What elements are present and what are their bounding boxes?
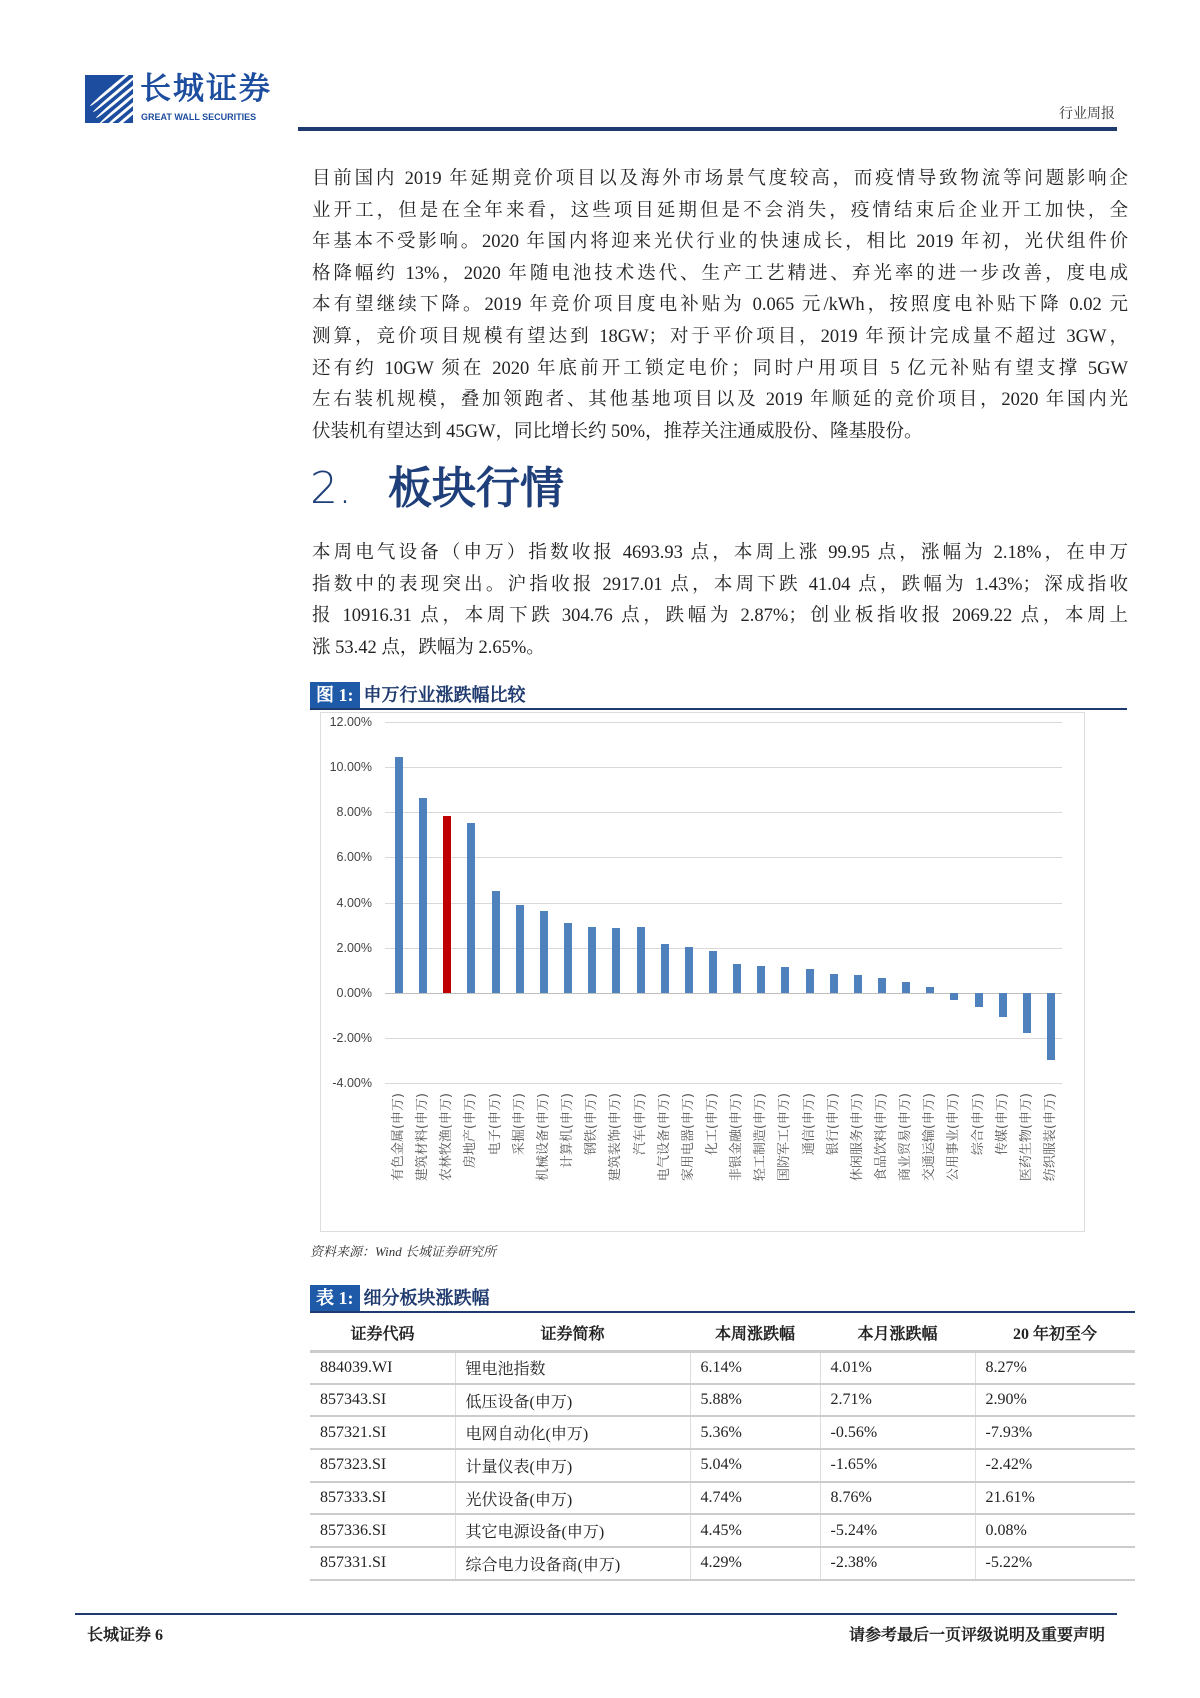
x-tick-label: 房地产(申万) — [463, 1093, 479, 1169]
bar — [854, 975, 862, 993]
bar — [878, 978, 886, 993]
figure-title: 申万行业涨跌幅比较 — [363, 685, 526, 705]
bar — [443, 816, 451, 993]
table-row — [310, 1416, 1135, 1449]
x-tick-label: 通信(申万) — [801, 1093, 817, 1156]
table-cell: -2.42% — [975, 1449, 1135, 1482]
gridline — [385, 903, 1062, 904]
bar — [999, 993, 1007, 1017]
paragraph-outlook — [312, 164, 1128, 448]
table-cell: 884039.WI — [310, 1351, 455, 1384]
table-cell: 857321.SI — [310, 1416, 455, 1449]
table-cell: 电网自动化(申万) — [455, 1416, 690, 1449]
text-line: 测算，竞价项目规模有望达到 18GW；对于平价项目，2019 年预计完成量不超过 3GW， — [312, 326, 1128, 347]
column-header: 证券简称 — [455, 1316, 690, 1351]
table-title: 细分板块涨跌幅 — [363, 1288, 490, 1308]
column-header: 20 年初至今 — [975, 1316, 1135, 1351]
y-tick-label: 4.00% — [336, 895, 372, 910]
bar — [612, 928, 620, 993]
text-line: 涨 53.42 点，跌幅为 2.65%。 — [312, 637, 545, 658]
y-tick-label: -4.00% — [332, 1076, 372, 1091]
column-header: 本周涨跌幅 — [690, 1316, 820, 1351]
bar — [395, 757, 403, 993]
bar — [588, 927, 596, 993]
table-cell: -7.93% — [975, 1416, 1135, 1449]
figure-source: 资料来源：Wind 长城证券研究所 — [310, 1244, 496, 1259]
table-label: 表 1: — [310, 1285, 360, 1311]
table-cell: 8.76% — [820, 1482, 975, 1515]
bar — [733, 964, 741, 993]
table-cell: 5.36% — [690, 1416, 820, 1449]
x-tick-label: 电气设备(申万) — [656, 1093, 672, 1182]
logo-subtext: GREAT WALL SECURITIES — [141, 112, 257, 122]
bar — [637, 927, 645, 993]
table-row — [310, 1482, 1135, 1515]
figure-caption — [310, 682, 1127, 710]
bar — [975, 993, 983, 1007]
bar — [830, 974, 838, 993]
y-tick-label: -2.00% — [332, 1031, 372, 1046]
x-tick-label: 化工(申万) — [704, 1093, 720, 1156]
gridline — [385, 993, 1062, 994]
text-line: 伏装机有望达到 45GW，同比增长约 50%，推荐关注通威股份、隆基股份。 — [312, 421, 923, 442]
bar — [685, 947, 693, 993]
report-type: 行业周报 — [1059, 107, 1115, 122]
table-cell: 2.71% — [820, 1384, 975, 1417]
table-cell: 21.61% — [975, 1482, 1135, 1515]
bar — [709, 951, 717, 993]
x-tick-label: 汽车(申万) — [632, 1093, 648, 1156]
y-tick-label: 10.00% — [329, 760, 372, 774]
text-line: 左右装机规模，叠加领跑者、其他基地项目以及 2019 年顺延的竞价项目，2020 年国内光 — [312, 390, 1128, 411]
table-row — [310, 1547, 1135, 1580]
bar — [492, 891, 500, 993]
table-row — [310, 1384, 1135, 1417]
table-cell: 综合电力设备商(申万) — [455, 1547, 690, 1580]
text-line: 年基本不受影响。2020 年国内将迎来光伏行业的快速成长，相比 2019 年初，光伏组件价 — [312, 232, 1128, 253]
x-tick-label: 商业贸易(申万) — [898, 1093, 914, 1182]
table-cell: 857343.SI — [310, 1384, 455, 1417]
x-tick-label: 医药生物(申万) — [1018, 1093, 1034, 1182]
x-tick-label: 纺织服装(申万) — [1043, 1093, 1059, 1182]
table-cell: -1.65% — [820, 1449, 975, 1482]
bar — [1023, 993, 1031, 1033]
x-tick-label: 农林牧渔(申万) — [439, 1093, 455, 1182]
table-cell: 6.14% — [690, 1351, 820, 1384]
x-tick-label: 国防军工(申万) — [777, 1093, 793, 1182]
bar — [902, 982, 910, 993]
x-tick-label: 公用事业(申万) — [946, 1093, 962, 1182]
bar — [806, 969, 814, 993]
logo-text: 长城证券 — [140, 71, 272, 107]
table-cell: 2.90% — [975, 1384, 1135, 1417]
bar — [926, 987, 934, 993]
table-header-row — [310, 1316, 1135, 1351]
x-tick-label: 休闲服务(申万) — [849, 1093, 865, 1182]
gridline — [385, 857, 1062, 858]
bar — [781, 967, 789, 993]
x-tick-label: 计算机(申万) — [560, 1093, 576, 1169]
table-cell: 857331.SI — [310, 1547, 455, 1580]
table-cell: 857336.SI — [310, 1514, 455, 1547]
y-tick-label: 2.00% — [336, 940, 372, 955]
text-line: 还有约 10GW 须在 2020 年底前开工锁定电价；同时户用项目 5 亿元补贴有望支撑 5GW — [312, 358, 1128, 379]
y-tick-label: 0.00% — [336, 986, 372, 1000]
x-tick-label: 建筑材料(申万) — [415, 1093, 431, 1182]
text-line: 本有望继续下降。2019 年竞价项目度电补贴为 0.065 元/kWh，按照度电补贴下降 0.02 元 — [312, 295, 1128, 316]
bar — [540, 911, 548, 993]
x-tick-label: 建筑装饰(申万) — [608, 1093, 624, 1182]
text-line: 指数中的表现突出。沪指收报 2917.01 点，本周下跌 41.04 点，跌幅为 1.43%；深成指收 — [312, 574, 1128, 595]
bar — [419, 798, 427, 993]
table-cell: 857323.SI — [310, 1449, 455, 1482]
gridline — [385, 767, 1062, 768]
table-cell: -2.38% — [820, 1547, 975, 1580]
table-cell: 4.45% — [690, 1514, 820, 1547]
bar — [757, 966, 765, 993]
header-divider — [298, 127, 1117, 131]
x-tick-label: 综合(申万) — [970, 1093, 986, 1156]
x-tick-label: 食品饮料(申万) — [874, 1093, 889, 1182]
table-cell: 计量仪表(申万) — [455, 1449, 690, 1482]
gridline — [385, 1083, 1062, 1084]
x-tick-label: 采掘(申万) — [511, 1093, 527, 1156]
footer-disclaimer: 请参考最后一页评级说明及重要声明 — [848, 1627, 1105, 1644]
x-tick-label: 轻工制造(申万) — [753, 1093, 769, 1182]
section-number: 2. — [310, 463, 352, 514]
table-cell: 5.88% — [690, 1384, 820, 1417]
logo-icon — [85, 75, 133, 123]
text-line: 本周电气设备（申万）指数收报 4693.93 点，本周上涨 99.95 点，涨幅为 2.18%，在申万 — [312, 543, 1128, 563]
gridline — [385, 948, 1062, 949]
x-tick-label: 钢铁(申万) — [584, 1093, 600, 1156]
table-cell: 5.04% — [690, 1449, 820, 1482]
table-cell: 8.27% — [975, 1351, 1135, 1384]
sector-table — [310, 1316, 1135, 1581]
x-tick-label: 银行(申万) — [825, 1093, 841, 1156]
gridline — [385, 1038, 1062, 1039]
y-tick-label: 6.00% — [336, 850, 372, 865]
table-cell: 4.29% — [690, 1547, 820, 1580]
x-tick-label: 有色金属(申万) — [391, 1093, 406, 1182]
table-cell: 4.01% — [820, 1351, 975, 1384]
bar — [516, 905, 524, 993]
figure-label: 图 1: — [310, 682, 360, 708]
footer-divider — [75, 1613, 1117, 1615]
bar — [661, 944, 669, 993]
bar — [467, 823, 475, 993]
table-row — [310, 1351, 1135, 1384]
x-tick-label: 交通运输(申万) — [922, 1093, 938, 1182]
table-cell: 857333.SI — [310, 1482, 455, 1515]
text-line: 格降幅约 13%，2020 年随电池技术迭代、生产工艺精进、弃光率的进一步改善，度电成 — [312, 263, 1128, 284]
text-line: 报 10916.31 点，本周下跌 304.76 点，跌幅为 2.87%；创业板指收报 2069.22 点，本周上 — [312, 606, 1128, 627]
bar — [1047, 993, 1055, 1060]
table-cell: -5.24% — [820, 1514, 975, 1547]
column-header: 本月涨跌幅 — [820, 1316, 975, 1351]
x-tick-label: 家用电器(申万) — [680, 1093, 696, 1182]
footer-page: 长城证券 6 — [87, 1627, 164, 1644]
bar — [950, 993, 958, 1000]
column-header: 证券代码 — [310, 1316, 455, 1351]
table-caption — [310, 1285, 1135, 1313]
y-tick-label: 8.00% — [336, 805, 372, 820]
table-cell: -5.22% — [975, 1547, 1135, 1580]
table-row — [310, 1514, 1135, 1547]
x-tick-label: 非银金融(申万) — [729, 1093, 745, 1182]
bar — [564, 923, 572, 993]
section-title: 板块行情 — [387, 463, 564, 514]
x-tick-label: 机械设备(申万) — [535, 1093, 551, 1182]
x-tick-label: 传媒(申万) — [994, 1093, 1010, 1156]
paragraph-market — [312, 538, 1128, 664]
table-cell: 4.74% — [690, 1482, 820, 1515]
table-cell: 锂电池指数 — [455, 1351, 690, 1384]
table-cell: 低压设备(申万) — [455, 1384, 690, 1417]
text-line: 业开工，但是在全年来看，这些项目延期但是不会消失，疫情结束后企业开工加快，全 — [312, 200, 1128, 221]
x-tick-label: 电子(申万) — [487, 1093, 503, 1156]
table-cell: 其它电源设备(申万) — [455, 1514, 690, 1547]
gridline — [385, 812, 1062, 813]
gridline — [385, 722, 1062, 723]
table-cell: 光伏设备(申万) — [455, 1482, 690, 1515]
y-tick-label: 12.00% — [329, 714, 372, 729]
table-cell: -0.56% — [820, 1416, 975, 1449]
section-heading — [310, 462, 564, 516]
table-row — [310, 1449, 1135, 1482]
table-cell: 0.08% — [975, 1514, 1135, 1547]
text-line: 目前国内 2019 年延期竞价项目以及海外市场景气度较高，而疫情导致物流等问题影响企 — [312, 169, 1128, 189]
